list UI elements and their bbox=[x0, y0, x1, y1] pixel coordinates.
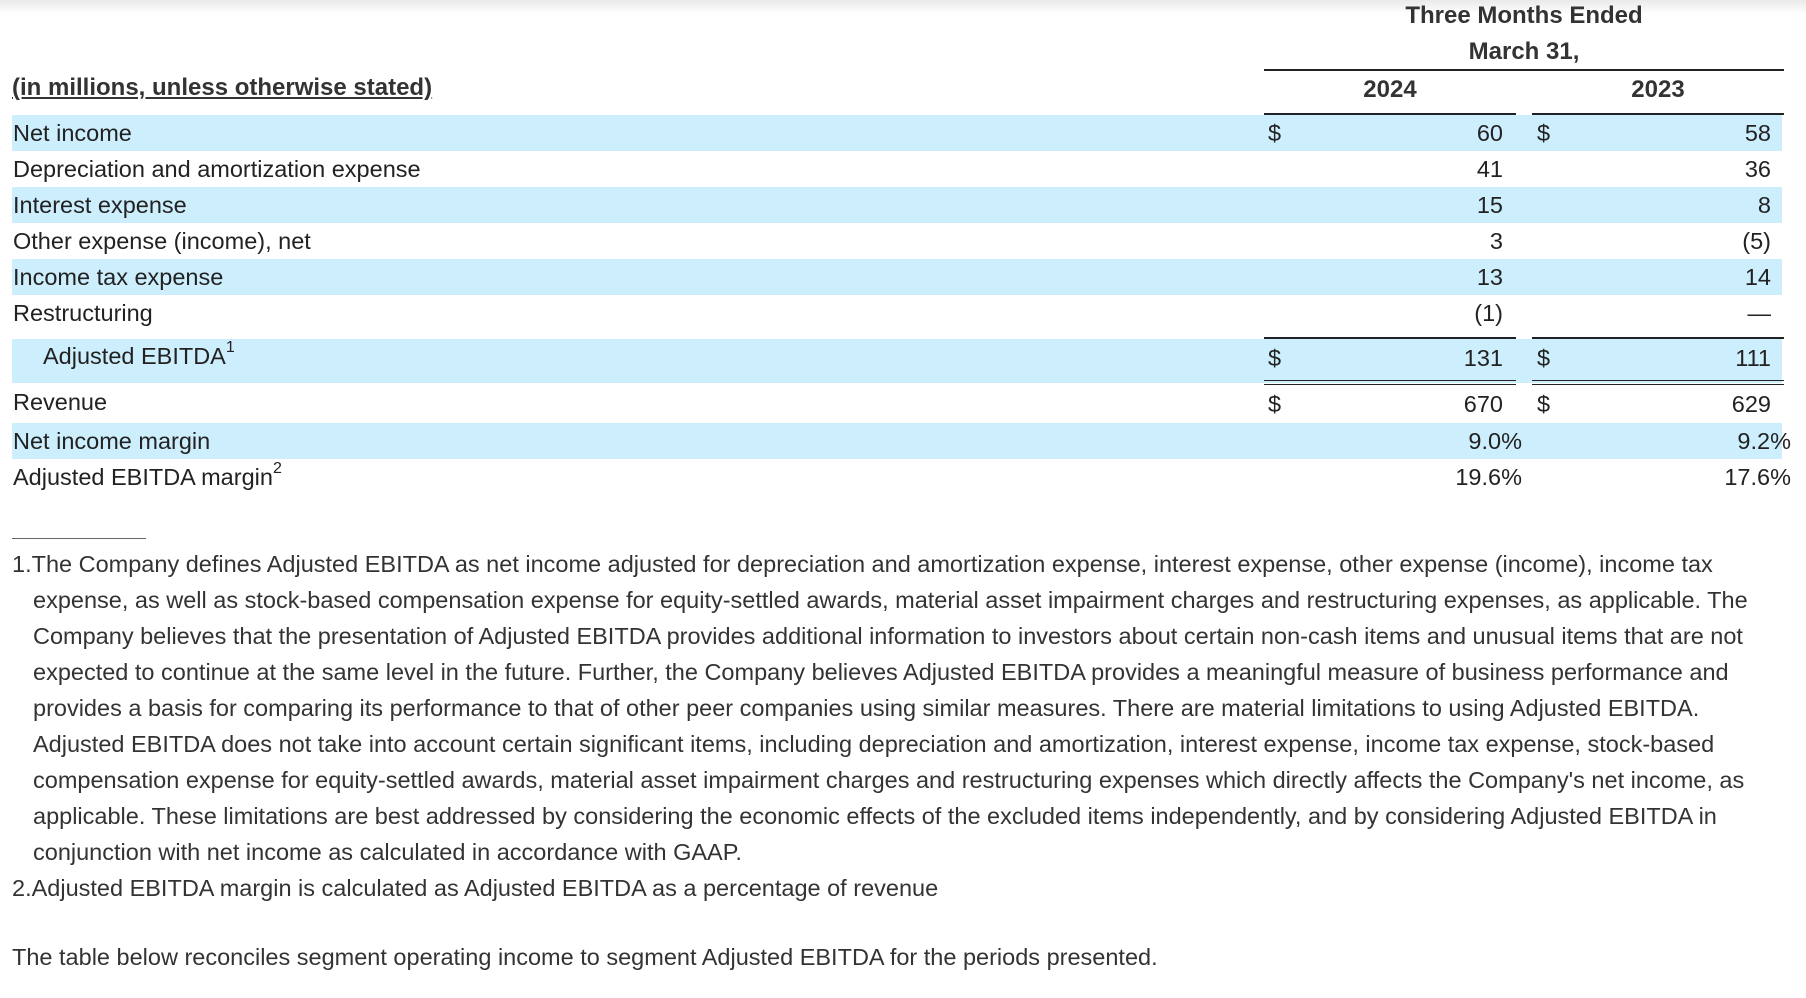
value-2024: 41 bbox=[1476, 156, 1503, 182]
table-row-other-expense bbox=[12, 223, 1782, 259]
period-heading-line1: Three Months Ended bbox=[1405, 2, 1643, 29]
value-2023: 58 bbox=[1744, 120, 1771, 146]
currency-symbol: $ bbox=[1268, 120, 1282, 146]
total-double-rule-2023-a bbox=[1532, 380, 1784, 381]
value-2023: (5) bbox=[1742, 228, 1771, 254]
table-row-net-income bbox=[12, 115, 1782, 151]
value-2023: 8 bbox=[1757, 192, 1771, 218]
value-2023: 9.2% bbox=[1737, 428, 1791, 454]
value-2024: 131 bbox=[1463, 345, 1503, 371]
table-row-revenue bbox=[12, 386, 1782, 422]
header-rule bbox=[1264, 69, 1784, 71]
value-2023: 111 bbox=[1735, 345, 1771, 371]
currency-symbol: $ bbox=[1268, 391, 1282, 417]
row-label: Net income bbox=[13, 120, 132, 146]
table-row-depreciation bbox=[12, 151, 1782, 187]
value-2023: 14 bbox=[1744, 264, 1771, 290]
row-label: Other expense (income), net bbox=[13, 228, 311, 254]
row-label: Income tax expense bbox=[13, 264, 224, 290]
table-row-restructuring bbox=[12, 295, 1782, 331]
currency-symbol: $ bbox=[1537, 391, 1551, 417]
row-label: Adjusted EBITDA margin$^2$ bbox=[13, 460, 282, 490]
table-row-net-income-margin bbox=[12, 423, 1791, 459]
value-2024: 13 bbox=[1476, 264, 1503, 290]
row-label: Interest expense bbox=[13, 192, 187, 218]
value-2024: 15 bbox=[1476, 192, 1503, 218]
total-double-rule-2023-b bbox=[1532, 384, 1784, 385]
table-row-adjusted-ebitda-margin bbox=[12, 459, 1791, 495]
value-2024: 60 bbox=[1476, 120, 1503, 146]
column-header-2023: 2023 bbox=[1631, 76, 1685, 103]
total-double-rule-2024-b bbox=[1264, 384, 1516, 385]
footnote-ref-2: 2 bbox=[272, 460, 282, 477]
table-row-interest-expense bbox=[12, 187, 1782, 223]
column-header-2024: 2024 bbox=[1363, 76, 1417, 103]
row-label: Restructuring bbox=[13, 300, 153, 326]
value-2024: 19.6% bbox=[1455, 464, 1522, 490]
table-row-adjusted-ebitda bbox=[12, 339, 1782, 383]
units-label: (in millions, unless otherwise stated) bbox=[12, 74, 433, 101]
footnote-2: 2.Adjusted EBITDA margin is calculated as Adjusted EBITDA as a percentage of revenue bbox=[12, 875, 939, 901]
value-2024: 670 bbox=[1463, 391, 1503, 417]
row-label: Depreciation and amortization expense bbox=[13, 156, 421, 182]
footnote-ref-1: 1 bbox=[225, 339, 235, 356]
total-double-rule-2024-a bbox=[1264, 380, 1516, 381]
row-label: Net income margin bbox=[13, 428, 211, 454]
currency-symbol: $ bbox=[1537, 345, 1551, 371]
closing-paragraph: The table below reconciles segment operating income to segment Adjusted EBITDA for the periods presented. bbox=[12, 944, 1158, 970]
value-2023: 17.6% bbox=[1724, 464, 1791, 490]
currency-symbol: $ bbox=[1268, 345, 1282, 371]
value-2023: 629 bbox=[1731, 391, 1771, 417]
value-2023: 36 bbox=[1744, 156, 1771, 182]
row-label: Adjusted EBITDA$^1$ bbox=[43, 339, 235, 369]
currency-symbol: $ bbox=[1537, 120, 1551, 146]
period-heading-line2: March 31, bbox=[1468, 38, 1580, 65]
value-2024: 3 bbox=[1489, 228, 1503, 254]
row-label: Revenue bbox=[13, 389, 108, 415]
value-2024: 9.0% bbox=[1468, 428, 1522, 454]
value-2023: — bbox=[1747, 300, 1771, 326]
footnote-divider bbox=[12, 538, 146, 539]
value-2024: (1) bbox=[1474, 300, 1503, 326]
table-row-income-tax bbox=[12, 259, 1782, 295]
footnote-1: 1.The Company defines Adjusted EBITDA as net income adjusted for depreciation and amortization expense, interest expense, other expense (income), income tax expense, as well as stock-based compensation expense for equity-settled awards, material asset impairment charges and restructuring expenses, as applicable. The Company believes that the presentation of Adjusted EBITDA provides additional information to investors about certain non-cash items and unusual items that are not expected to continue at the same level in the future. Further, the Company believes Adjusted EBITDA provides a meaningful measure of business performance and provides a basis for comparing its performance to that of other peer companies using similar measures. There are material limitations to using Adjusted EBITDA. Adjusted EBITDA does not take into account certain significant items, including depreciation and amortization, interest expense, income tax expense, stock-based compensation expense for equity-settled awards, material asset impairment charges and restructuring expenses which directly affects the Company's net income, as applicable. These limitations are best addressed by considering the economic effects of the excluded items independently, and by considering Adjusted EBITDA in conjunction with net income as calculated in accordance with GAAP. bbox=[12, 551, 1748, 865]
